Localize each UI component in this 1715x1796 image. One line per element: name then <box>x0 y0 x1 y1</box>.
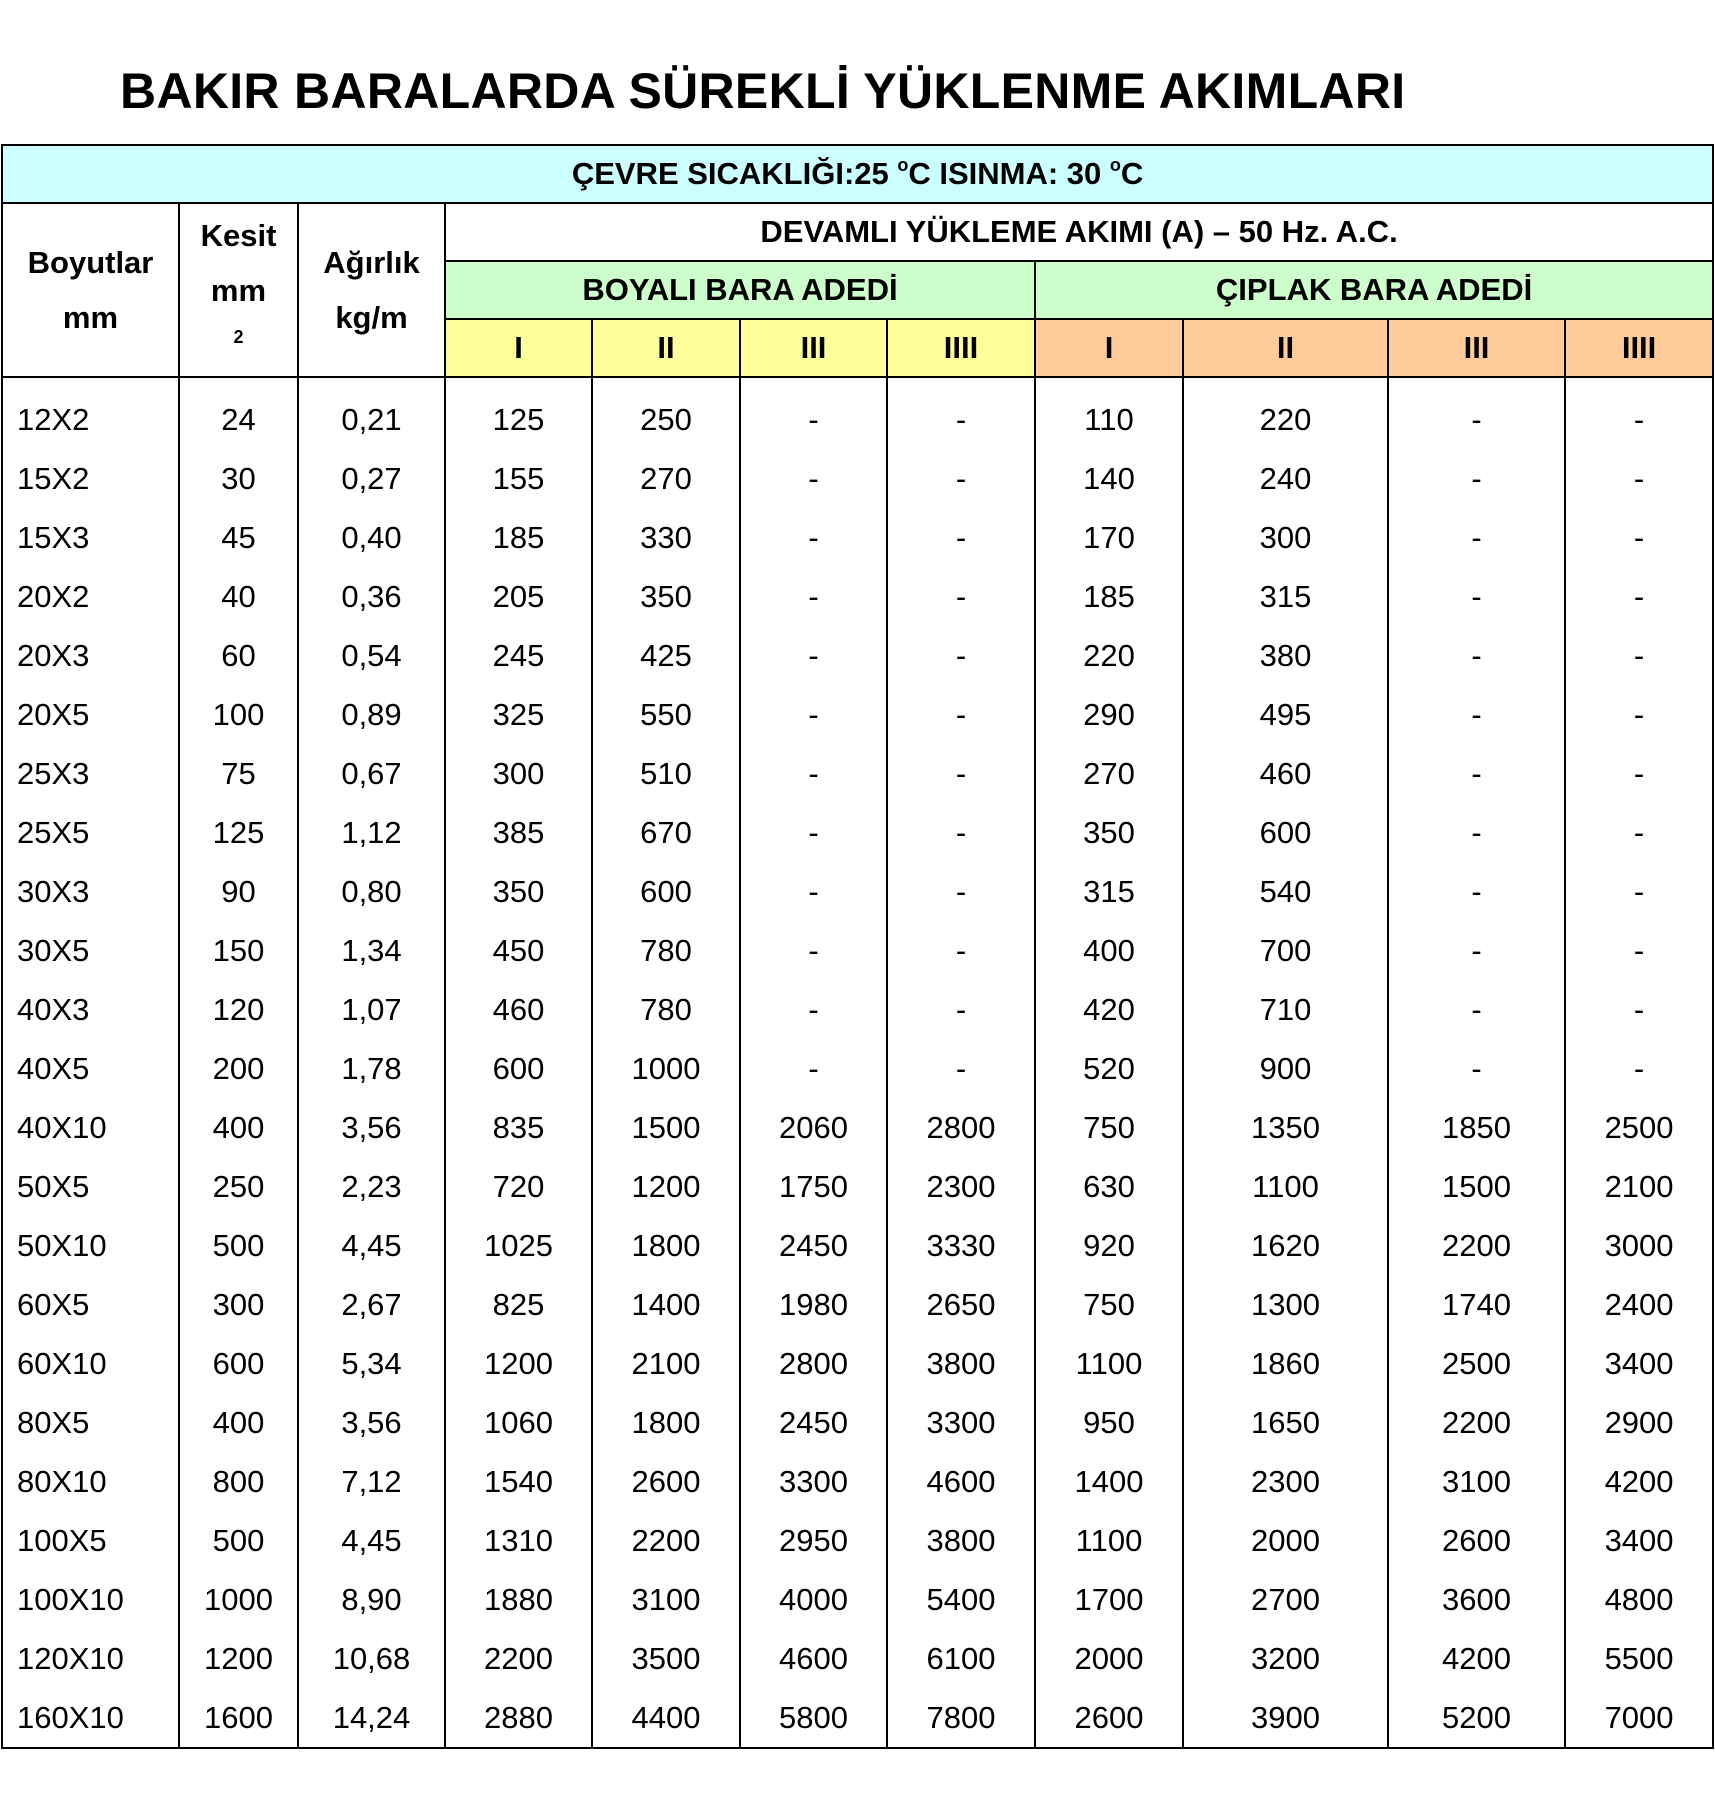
painted-bar-count-header: BOYALI BARA ADEDİ <box>445 261 1035 319</box>
cell-weight: 2,23 <box>298 1157 445 1216</box>
cell-dimensions: 160X10 <box>2 1688 179 1748</box>
cell-dimensions: 120X10 <box>2 1629 179 1688</box>
cell-bare-3: 2200 <box>1388 1393 1565 1452</box>
cell-bare-2: 2700 <box>1183 1570 1388 1629</box>
cell-bare-3: 3600 <box>1388 1570 1565 1629</box>
cell-dimensions: 12X2 <box>2 377 179 449</box>
cell-cross-section: 1000 <box>179 1570 298 1629</box>
cell-painted-4: - <box>887 803 1035 862</box>
cell-painted-4: - <box>887 1039 1035 1098</box>
cell-weight: 1,12 <box>298 803 445 862</box>
cell-painted-2: 780 <box>592 980 740 1039</box>
cell-bare-3: 1740 <box>1388 1275 1565 1334</box>
bare-count-3: III <box>1388 319 1565 377</box>
cell-bare-2: 1620 <box>1183 1216 1388 1275</box>
cell-painted-1: 720 <box>445 1157 592 1216</box>
cell-painted-2: 780 <box>592 921 740 980</box>
cell-bare-1: 315 <box>1035 862 1183 921</box>
table-row <box>2 1570 1713 1629</box>
cell-painted-2: 270 <box>592 449 740 508</box>
cell-painted-3: - <box>740 980 887 1039</box>
cell-bare-1: 630 <box>1035 1157 1183 1216</box>
cell-bare-1: 1400 <box>1035 1452 1183 1511</box>
cell-bare-3: 5200 <box>1388 1688 1565 1748</box>
cell-dimensions: 40X10 <box>2 1098 179 1157</box>
cell-bare-2: 460 <box>1183 744 1388 803</box>
cell-painted-1: 1200 <box>445 1334 592 1393</box>
cell-painted-2: 2100 <box>592 1334 740 1393</box>
cell-weight: 0,27 <box>298 449 445 508</box>
cell-dimensions: 40X5 <box>2 1039 179 1098</box>
cell-painted-2: 250 <box>592 377 740 449</box>
cell-painted-2: 1200 <box>592 1157 740 1216</box>
table-body <box>2 377 1713 1748</box>
cell-painted-2: 550 <box>592 685 740 744</box>
cell-bare-3: - <box>1388 1039 1565 1098</box>
cell-dimensions: 20X5 <box>2 685 179 744</box>
cell-painted-4: 7800 <box>887 1688 1035 1748</box>
cell-dimensions: 50X10 <box>2 1216 179 1275</box>
cell-bare-4: - <box>1565 980 1713 1039</box>
cell-bare-1: 110 <box>1035 377 1183 449</box>
cell-dimensions: 40X3 <box>2 980 179 1039</box>
cell-painted-3: 1750 <box>740 1157 887 1216</box>
cell-painted-4: 3800 <box>887 1334 1035 1393</box>
cell-bare-3: - <box>1388 921 1565 980</box>
cell-weight: 0,80 <box>298 862 445 921</box>
cell-bare-2: 240 <box>1183 449 1388 508</box>
cell-bare-3: - <box>1388 508 1565 567</box>
cell-painted-1: 1060 <box>445 1393 592 1452</box>
cell-weight: 1,34 <box>298 921 445 980</box>
cell-bare-1: 170 <box>1035 508 1183 567</box>
cell-bare-3: 4200 <box>1388 1629 1565 1688</box>
cell-weight: 3,56 <box>298 1393 445 1452</box>
cell-bare-1: 750 <box>1035 1098 1183 1157</box>
cell-bare-3: 2600 <box>1388 1511 1565 1570</box>
cell-bare-4: - <box>1565 921 1713 980</box>
table-row <box>2 1157 1713 1216</box>
cell-bare-4: - <box>1565 685 1713 744</box>
cell-painted-3: - <box>740 508 887 567</box>
cell-bare-2: 1100 <box>1183 1157 1388 1216</box>
table-row <box>2 1393 1713 1452</box>
cell-painted-3: 4600 <box>740 1629 887 1688</box>
cell-bare-1: 140 <box>1035 449 1183 508</box>
cell-bare-1: 220 <box>1035 626 1183 685</box>
cell-painted-4: 3800 <box>887 1511 1035 1570</box>
cell-bare-4: 4200 <box>1565 1452 1713 1511</box>
cell-painted-2: 600 <box>592 862 740 921</box>
cell-bare-4: 5500 <box>1565 1629 1713 1688</box>
table-row <box>2 744 1713 803</box>
cell-bare-1: 1100 <box>1035 1511 1183 1570</box>
painted-count-2: II <box>592 319 740 377</box>
cell-painted-4: 4600 <box>887 1452 1035 1511</box>
cell-cross-section: 500 <box>179 1216 298 1275</box>
cell-painted-4: - <box>887 744 1035 803</box>
table-row <box>2 1039 1713 1098</box>
cell-cross-section: 24 <box>179 377 298 449</box>
painted-count-4: IIII <box>887 319 1035 377</box>
cell-bare-1: 290 <box>1035 685 1183 744</box>
cell-bare-2: 3900 <box>1183 1688 1388 1748</box>
cell-painted-4: - <box>887 377 1035 449</box>
cell-cross-section: 400 <box>179 1098 298 1157</box>
table-row <box>2 1334 1713 1393</box>
cell-weight: 14,24 <box>298 1688 445 1748</box>
cell-painted-4: - <box>887 685 1035 744</box>
cell-bare-1: 1700 <box>1035 1570 1183 1629</box>
table-row <box>2 567 1713 626</box>
cell-weight: 7,12 <box>298 1452 445 1511</box>
cell-bare-4: 2400 <box>1565 1275 1713 1334</box>
bare-count-1: I <box>1035 319 1183 377</box>
cell-painted-2: 425 <box>592 626 740 685</box>
cell-painted-4: - <box>887 862 1035 921</box>
cell-bare-2: 700 <box>1183 921 1388 980</box>
cell-painted-1: 2200 <box>445 1629 592 1688</box>
cell-cross-section: 500 <box>179 1511 298 1570</box>
cell-cross-section: 800 <box>179 1452 298 1511</box>
cell-cross-section: 60 <box>179 626 298 685</box>
cell-bare-4: - <box>1565 377 1713 449</box>
cell-cross-section: 200 <box>179 1039 298 1098</box>
cell-painted-2: 3100 <box>592 1570 740 1629</box>
cell-bare-4: 3400 <box>1565 1511 1713 1570</box>
cell-bare-2: 1650 <box>1183 1393 1388 1452</box>
cell-bare-4: 2500 <box>1565 1098 1713 1157</box>
cell-painted-3: 2800 <box>740 1334 887 1393</box>
cell-cross-section: 300 <box>179 1275 298 1334</box>
cell-cross-section: 600 <box>179 1334 298 1393</box>
cell-dimensions: 20X2 <box>2 567 179 626</box>
cell-cross-section: 1600 <box>179 1688 298 1748</box>
cell-painted-1: 1025 <box>445 1216 592 1275</box>
cell-painted-1: 350 <box>445 862 592 921</box>
cell-bare-4: 3400 <box>1565 1334 1713 1393</box>
cell-bare-3: - <box>1388 449 1565 508</box>
cell-bare-1: 2600 <box>1035 1688 1183 1748</box>
cell-bare-1: 520 <box>1035 1039 1183 1098</box>
cell-bare-3: 3100 <box>1388 1452 1565 1511</box>
cell-bare-4: - <box>1565 862 1713 921</box>
cell-cross-section: 120 <box>179 980 298 1039</box>
cell-painted-1: 325 <box>445 685 592 744</box>
cell-bare-1: 1100 <box>1035 1334 1183 1393</box>
cell-bare-2: 710 <box>1183 980 1388 1039</box>
table-row <box>2 921 1713 980</box>
cell-weight: 4,45 <box>298 1216 445 1275</box>
cell-cross-section: 45 <box>179 508 298 567</box>
painted-count-1: I <box>445 319 592 377</box>
table-row <box>2 1275 1713 1334</box>
cell-bare-4: - <box>1565 508 1713 567</box>
cell-painted-2: 670 <box>592 803 740 862</box>
cell-painted-1: 460 <box>445 980 592 1039</box>
cell-bare-2: 380 <box>1183 626 1388 685</box>
cell-painted-3: - <box>740 626 887 685</box>
cell-painted-2: 3500 <box>592 1629 740 1688</box>
cell-painted-2: 1800 <box>592 1393 740 1452</box>
cell-painted-2: 2600 <box>592 1452 740 1511</box>
cell-painted-4: 2300 <box>887 1157 1035 1216</box>
cell-painted-3: - <box>740 1039 887 1098</box>
cell-dimensions: 60X10 <box>2 1334 179 1393</box>
painted-count-3: III <box>740 319 887 377</box>
cell-bare-3: - <box>1388 744 1565 803</box>
cell-cross-section: 40 <box>179 567 298 626</box>
cell-bare-1: 420 <box>1035 980 1183 1039</box>
cell-bare-4: - <box>1565 744 1713 803</box>
cell-painted-2: 350 <box>592 567 740 626</box>
cell-bare-4: 3000 <box>1565 1216 1713 1275</box>
cell-bare-2: 1860 <box>1183 1334 1388 1393</box>
cell-cross-section: 90 <box>179 862 298 921</box>
table-row <box>2 1216 1713 1275</box>
cell-cross-section: 150 <box>179 921 298 980</box>
cell-painted-3: - <box>740 567 887 626</box>
cell-weight: 8,90 <box>298 1570 445 1629</box>
table-row <box>2 508 1713 567</box>
table-row <box>2 1629 1713 1688</box>
table-row <box>2 685 1713 744</box>
cell-painted-2: 330 <box>592 508 740 567</box>
cell-painted-3: 2450 <box>740 1393 887 1452</box>
cell-painted-3: 5800 <box>740 1688 887 1748</box>
cell-painted-4: 6100 <box>887 1629 1035 1688</box>
bare-count-2: II <box>1183 319 1388 377</box>
cell-dimensions: 25X3 <box>2 744 179 803</box>
cell-painted-1: 300 <box>445 744 592 803</box>
cell-dimensions: 80X10 <box>2 1452 179 1511</box>
cell-painted-3: - <box>740 685 887 744</box>
cell-weight: 5,34 <box>298 1334 445 1393</box>
cell-bare-4: - <box>1565 567 1713 626</box>
cell-dimensions: 30X5 <box>2 921 179 980</box>
cell-bare-4: 2900 <box>1565 1393 1713 1452</box>
cell-bare-2: 900 <box>1183 1039 1388 1098</box>
cell-painted-1: 600 <box>445 1039 592 1098</box>
cell-bare-2: 1350 <box>1183 1098 1388 1157</box>
cell-bare-2: 220 <box>1183 377 1388 449</box>
cell-painted-1: 1880 <box>445 1570 592 1629</box>
cell-bare-2: 300 <box>1183 508 1388 567</box>
cell-bare-1: 270 <box>1035 744 1183 803</box>
cell-painted-1: 1540 <box>445 1452 592 1511</box>
cell-painted-1: 450 <box>445 921 592 980</box>
cell-bare-3: 2500 <box>1388 1334 1565 1393</box>
cell-weight: 0,54 <box>298 626 445 685</box>
cell-bare-3: - <box>1388 377 1565 449</box>
table-row <box>2 377 1713 449</box>
cell-painted-3: - <box>740 803 887 862</box>
cell-painted-1: 185 <box>445 508 592 567</box>
cell-dimensions: 100X10 <box>2 1570 179 1629</box>
cell-painted-3: 1980 <box>740 1275 887 1334</box>
cell-painted-2: 4400 <box>592 1688 740 1748</box>
cell-painted-1: 155 <box>445 449 592 508</box>
cell-painted-2: 1400 <box>592 1275 740 1334</box>
cell-painted-2: 1800 <box>592 1216 740 1275</box>
cell-painted-4: - <box>887 508 1035 567</box>
cell-bare-3: 1500 <box>1388 1157 1565 1216</box>
cell-bare-1: 350 <box>1035 803 1183 862</box>
cell-painted-4: 2650 <box>887 1275 1035 1334</box>
table-row <box>2 1511 1713 1570</box>
cell-bare-3: - <box>1388 980 1565 1039</box>
cell-weight: 0,40 <box>298 508 445 567</box>
cell-bare-2: 600 <box>1183 803 1388 862</box>
cell-painted-3: - <box>740 862 887 921</box>
cell-cross-section: 75 <box>179 744 298 803</box>
cell-dimensions: 25X5 <box>2 803 179 862</box>
cell-painted-1: 2880 <box>445 1688 592 1748</box>
col-header-cross-section: Kesit mm $^2$ <box>179 203 298 377</box>
cell-painted-3: 3300 <box>740 1452 887 1511</box>
cell-weight: 0,36 <box>298 567 445 626</box>
cell-bare-4: 2100 <box>1565 1157 1713 1216</box>
cell-bare-2: 315 <box>1183 567 1388 626</box>
cell-cross-section: 100 <box>179 685 298 744</box>
cell-weight: 10,68 <box>298 1629 445 1688</box>
cell-painted-3: - <box>740 449 887 508</box>
cell-painted-3: 4000 <box>740 1570 887 1629</box>
continuous-load-current-header: DEVAMLI YÜKLEME AKIMI (A) – 50 Hz. A.C. <box>445 203 1713 261</box>
current-table <box>1 144 1714 1749</box>
cell-painted-4: 2800 <box>887 1098 1035 1157</box>
cell-cross-section: 250 <box>179 1157 298 1216</box>
page-title: BAKIR BARALARDA SÜREKLİ YÜKLENME AKIMLARI <box>120 63 1406 119</box>
cell-painted-4: 5400 <box>887 1570 1035 1629</box>
cell-painted-4: 3300 <box>887 1393 1035 1452</box>
cell-painted-2: 1500 <box>592 1098 740 1157</box>
table-row <box>2 1452 1713 1511</box>
cell-bare-3: 2200 <box>1388 1216 1565 1275</box>
cell-cross-section: 1200 <box>179 1629 298 1688</box>
cell-painted-1: 385 <box>445 803 592 862</box>
col-header-weight: Ağırlık kg/m <box>298 203 445 377</box>
cell-weight: 2,67 <box>298 1275 445 1334</box>
cell-weight: 1,07 <box>298 980 445 1039</box>
cell-weight: 0,21 <box>298 377 445 449</box>
cell-painted-1: 125 <box>445 377 592 449</box>
cell-dimensions: 50X5 <box>2 1157 179 1216</box>
table-row <box>2 803 1713 862</box>
cell-bare-4: - <box>1565 449 1713 508</box>
cell-painted-3: 2450 <box>740 1216 887 1275</box>
cell-painted-4: 3330 <box>887 1216 1035 1275</box>
table-row <box>2 1098 1713 1157</box>
cell-dimensions: 20X3 <box>2 626 179 685</box>
col-header-dimensions: Boyutlar mm <box>2 203 179 377</box>
cell-bare-4: - <box>1565 626 1713 685</box>
cell-cross-section: 30 <box>179 449 298 508</box>
cell-bare-1: 400 <box>1035 921 1183 980</box>
cell-bare-3: - <box>1388 685 1565 744</box>
cell-dimensions: 15X2 <box>2 449 179 508</box>
cell-painted-3: 2950 <box>740 1511 887 1570</box>
cell-bare-1: 920 <box>1035 1216 1183 1275</box>
cell-bare-4: 4800 <box>1565 1570 1713 1629</box>
cell-painted-1: 205 <box>445 567 592 626</box>
cell-bare-1: 750 <box>1035 1275 1183 1334</box>
cell-bare-2: 3200 <box>1183 1629 1388 1688</box>
table-row <box>2 449 1713 508</box>
cell-painted-2: 510 <box>592 744 740 803</box>
cell-painted-3: - <box>740 921 887 980</box>
cell-bare-2: 1300 <box>1183 1275 1388 1334</box>
cell-painted-4: - <box>887 567 1035 626</box>
cell-painted-3: - <box>740 744 887 803</box>
ambient-conditions-header: ÇEVRE SICAKLIĞI:25 $^o$C ISINMA: 30 $^o$C <box>2 145 1713 203</box>
cell-bare-1: 2000 <box>1035 1629 1183 1688</box>
bare-bar-count-header: ÇIPLAK BARA ADEDİ <box>1035 261 1713 319</box>
cell-weight: 4,45 <box>298 1511 445 1570</box>
cell-bare-2: 540 <box>1183 862 1388 921</box>
cell-painted-1: 245 <box>445 626 592 685</box>
cell-painted-2: 1000 <box>592 1039 740 1098</box>
cell-painted-3: - <box>740 377 887 449</box>
cell-dimensions: 80X5 <box>2 1393 179 1452</box>
cell-bare-4: - <box>1565 803 1713 862</box>
cell-painted-4: - <box>887 921 1035 980</box>
cell-weight: 0,67 <box>298 744 445 803</box>
cell-weight: 1,78 <box>298 1039 445 1098</box>
cell-painted-3: 2060 <box>740 1098 887 1157</box>
cell-painted-1: 1310 <box>445 1511 592 1570</box>
cell-dimensions: 15X3 <box>2 508 179 567</box>
cell-bare-2: 2300 <box>1183 1452 1388 1511</box>
cell-cross-section: 400 <box>179 1393 298 1452</box>
cell-painted-4: - <box>887 980 1035 1039</box>
cell-painted-4: - <box>887 626 1035 685</box>
cell-dimensions: 30X3 <box>2 862 179 921</box>
cell-weight: 3,56 <box>298 1098 445 1157</box>
cell-bare-3: - <box>1388 862 1565 921</box>
cell-weight: 0,89 <box>298 685 445 744</box>
cell-bare-3: - <box>1388 567 1565 626</box>
cell-painted-1: 825 <box>445 1275 592 1334</box>
table-row <box>2 862 1713 921</box>
cell-bare-4: 7000 <box>1565 1688 1713 1748</box>
cell-bare-1: 950 <box>1035 1393 1183 1452</box>
cell-bare-3: 1850 <box>1388 1098 1565 1157</box>
cell-painted-4: - <box>887 449 1035 508</box>
cell-bare-4: - <box>1565 1039 1713 1098</box>
cell-painted-2: 2200 <box>592 1511 740 1570</box>
cell-dimensions: 60X5 <box>2 1275 179 1334</box>
cell-bare-3: - <box>1388 803 1565 862</box>
table-row <box>2 980 1713 1039</box>
table-row <box>2 626 1713 685</box>
cell-bare-3: - <box>1388 626 1565 685</box>
cell-dimensions: 100X5 <box>2 1511 179 1570</box>
cell-bare-1: 185 <box>1035 567 1183 626</box>
bare-count-4: IIII <box>1565 319 1713 377</box>
cell-cross-section: 125 <box>179 803 298 862</box>
cell-painted-1: 835 <box>445 1098 592 1157</box>
cell-bare-2: 495 <box>1183 685 1388 744</box>
table-row <box>2 1688 1713 1748</box>
cell-bare-2: 2000 <box>1183 1511 1388 1570</box>
